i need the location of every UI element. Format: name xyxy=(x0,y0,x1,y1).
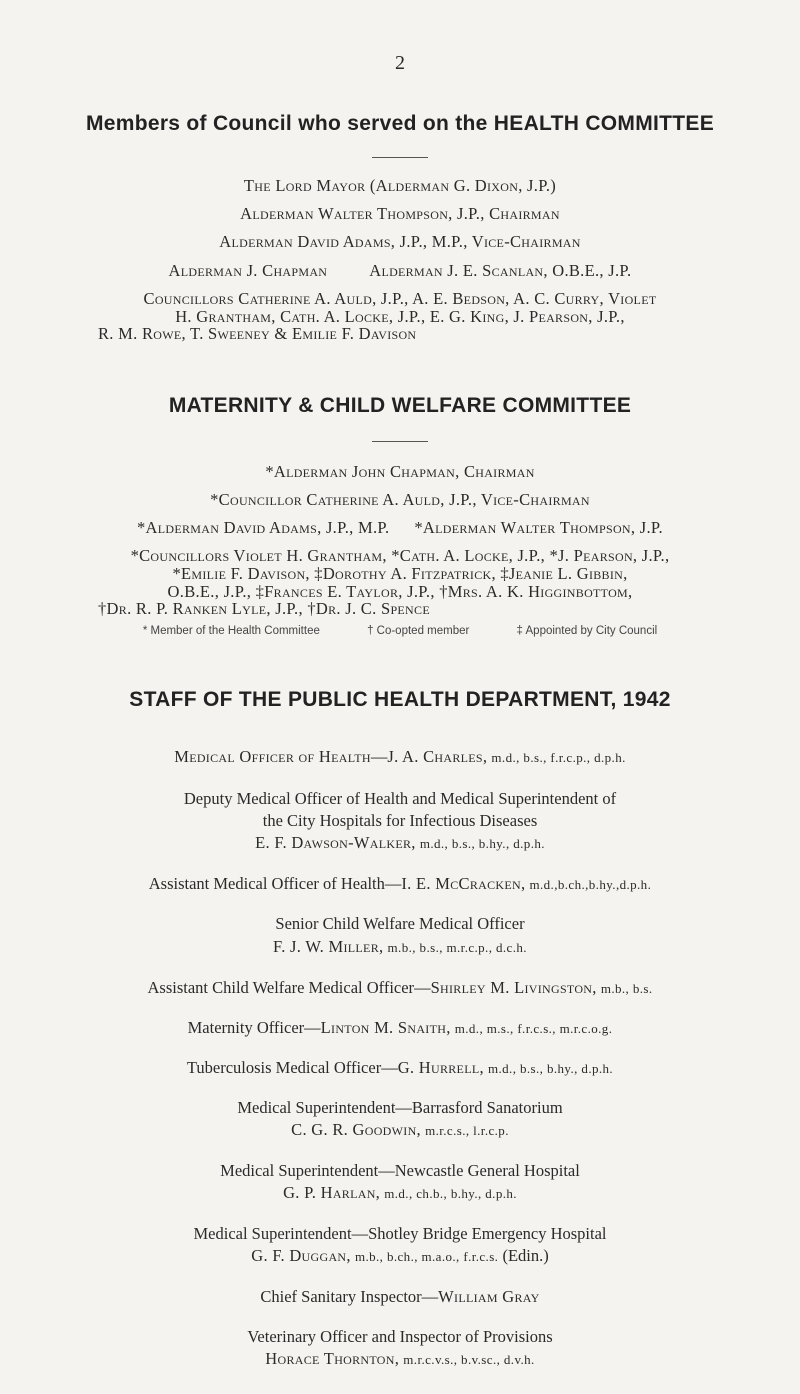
health-councillors-line: Councillors Catherine A. Auld, J.P., A. E. Bedson, A. C. Curry, Violet xyxy=(143,289,657,308)
staff-moh: Medical Officer of Health—J. A. Charles, m.d., b.s., f.r.c.p., d.p.h. xyxy=(174,747,626,766)
key-co-opted: † Co-opted member xyxy=(367,625,470,637)
maternity-councillors-line: *Emilie F. Davison, ‡Dorothy A. Fitzpatrick, ‡Jeanie L. Gibbin, xyxy=(172,564,628,583)
staff-barrasford-name: C. G. R. Goodwin, m.r.c.s., l.r.c.p. xyxy=(291,1120,509,1139)
staff-veterinary-name: Horace Thornton, m.r.c.v.s., b.v.sc., d.v.h. xyxy=(265,1349,535,1368)
health-committee-heading: Members of Council who served on the HEALTH COMMITTEE xyxy=(85,112,715,135)
staff-sanitary: Chief Sanitary Inspector—William Gray xyxy=(260,1287,540,1306)
staff-senior-child-title: Senior Child Welfare Medical Officer xyxy=(275,914,525,933)
staff-maternity-officer: Maternity Officer—Linton M. Snaith, m.d., m.s., f.r.c.s., m.r.c.o.g. xyxy=(187,1018,613,1037)
maternity-councillors-line: †Dr. R. P. Ranken Lyle, J.P., †Dr. J. C. Spence xyxy=(98,599,430,618)
alderman-thompson: *Alderman Walter Thompson, J.P. xyxy=(414,518,663,537)
maternity-councillors-line: *Councillors Violet H. Grantham, *Cath. A. Locke, J.P., *J. Pearson, J.P., xyxy=(130,546,670,565)
maternity-vice-chairman: *Councillor Catherine A. Auld, J.P., Vice-Chairman xyxy=(210,490,590,509)
staff-deputy-name: E. F. Dawson-Walker, m.d., b.s., b.hy., d.p.h. xyxy=(255,833,545,852)
staff-senior-child-name: F. J. W. Miller, m.b., b.s., m.r.c.p., d.c.h. xyxy=(273,937,527,956)
staff-assistant-moh: Assistant Medical Officer of Health—I. E. McCracken, m.d.,b.ch.,b.hy.,d.p.h. xyxy=(148,874,652,893)
staff-deputy-title: the City Hospitals for Infectious Diseases xyxy=(262,811,538,830)
key-appointed: ‡ Appointed by City Council xyxy=(516,625,658,637)
staff-barrasford-title: Medical Superintendent—Barrasford Sanatorium xyxy=(237,1098,563,1117)
staff-newcastle-title: Medical Superintendent—Newcastle General Hospital xyxy=(220,1161,580,1180)
staff-shotley-name: G. F. Duggan, m.b., b.ch., m.a.o., f.r.c.s. (Edin.) xyxy=(251,1246,549,1265)
alderman-scanlan: Alderman J. E. Scanlan, O.B.E., J.P. xyxy=(369,261,632,280)
page-number: 2 xyxy=(395,52,405,74)
alderman-adams: *Alderman David Adams, J.P., M.P. xyxy=(137,518,390,537)
divider xyxy=(372,157,428,158)
staff-tuberculosis: Tuberculosis Medical Officer—G. Hurrell, m.d., b.s., b.hy., d.p.h. xyxy=(186,1058,614,1077)
maternity-chairman: *Alderman John Chapman, Chairman xyxy=(265,462,535,481)
health-aldermen-row xyxy=(0,261,800,281)
alderman-chapman: Alderman J. Chapman xyxy=(168,261,328,280)
maternity-committee-heading: MATERNITY & CHILD WELFARE COMMITTEE xyxy=(168,394,632,417)
staff-deputy-title: Deputy Medical Officer of Health and Medical Superintendent of xyxy=(183,789,617,808)
footnote-key xyxy=(0,625,800,637)
health-councillors-line: R. M. Rowe, T. Sweeney & Emilie F. Davison xyxy=(98,324,417,343)
staff-heading: STAFF OF THE PUBLIC HEALTH DEPARTMENT, 1942 xyxy=(129,688,671,711)
staff-newcastle-name: G. P. Harlan, m.d., ch.b., b.hy., d.p.h. xyxy=(283,1183,517,1202)
divider xyxy=(372,441,428,442)
lord-mayor: The Lord Mayor (Alderman G. Dixon, J.P.) xyxy=(243,176,557,195)
health-councillors-line: H. Grantham, Cath. A. Locke, J.P., E. G. King, J. Pearson, J.P., xyxy=(175,307,625,326)
maternity-councillors-line: O.B.E., J.P., ‡Frances E. Taylor, J.P., †Mrs. A. K. Higginbottom, xyxy=(167,582,633,601)
maternity-aldermen-row xyxy=(0,518,800,538)
staff-assistant-child: Assistant Child Welfare Medical Officer—Shirley M. Livingston, m.b., b.s. xyxy=(147,978,653,997)
staff-shotley-title: Medical Superintendent—Shotley Bridge Emergency Hospital xyxy=(193,1224,607,1243)
health-chairman: Alderman Walter Thompson, J.P., Chairman xyxy=(240,204,560,223)
key-health-member: * Member of the Health Committee xyxy=(142,625,320,637)
health-vice-chairman: Alderman David Adams, J.P., M.P., Vice-Chairman xyxy=(219,232,581,251)
staff-veterinary-title: Veterinary Officer and Inspector of Provisions xyxy=(247,1327,553,1346)
